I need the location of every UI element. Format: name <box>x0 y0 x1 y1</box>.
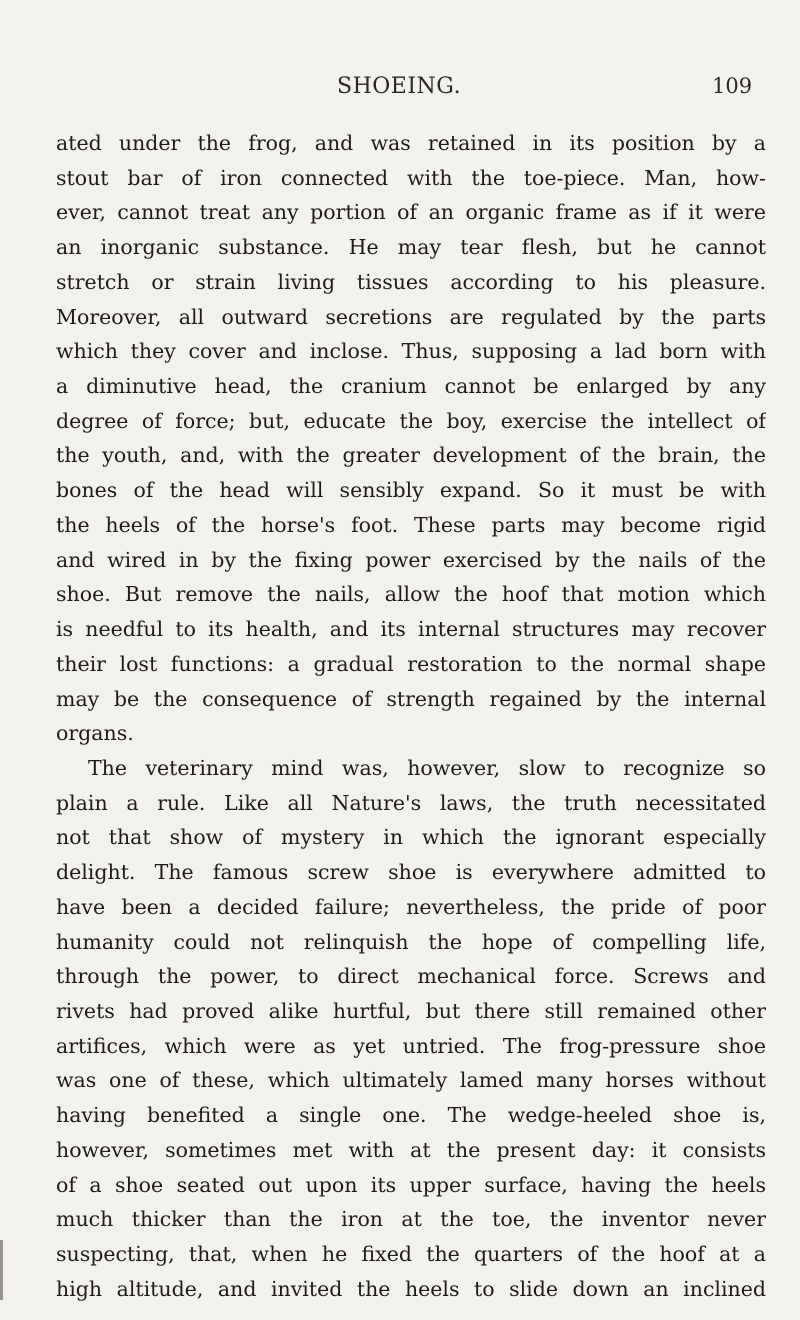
text-line: have been a decided failure; nevertheless, the pride of poor <box>56 894 766 919</box>
text-line: not that show of mystery in which the ignorant especially <box>56 825 766 850</box>
body-text <box>56 126 766 1306</box>
text-line: Moreover, all outward secretions are regulated by the parts <box>56 304 766 329</box>
text-line: and wired in by the fixing power exercised by the nails of the <box>56 547 766 572</box>
binding-edge-mark <box>0 1240 3 1300</box>
text-line: delight. The famous screw shoe is everywhere admitted to <box>56 860 766 885</box>
text-line: high altitude, and invited the heels to slide down an inclined <box>56 1276 766 1301</box>
text-line: suspecting, that, when he fixed the quarters of the hoof at a <box>56 1242 766 1266</box>
text-line: stout bar of iron connected with the toe-piece. Man, how- <box>56 165 766 190</box>
text-line: The veterinary mind was, however, slow to recognize so <box>88 755 766 780</box>
text-line: artifices, which were as yet untried. The frog-pressure shoe <box>56 1033 766 1058</box>
text-line: shoe. But remove the nails, allow the hoof that motion which <box>56 582 766 607</box>
text-line: is needful to its health, and its internal structures may recover <box>56 617 766 642</box>
text-line: was one of these, which ultimately lamed many horses without <box>56 1068 766 1093</box>
page-number: 109 <box>712 74 753 98</box>
text-line: bones of the head will sensibly expand. So it must be with <box>56 478 766 503</box>
text-line: humanity could not relinquish the hope of compelling life, <box>56 929 766 954</box>
text-line: through the power, to direct mechanical force. Screws and <box>56 964 766 989</box>
text-line: ated under the frog, and was retained in its position by a <box>56 131 766 155</box>
text-line: organs. <box>56 721 134 746</box>
text-line: their lost functions: a gradual restoration to the normal shape <box>56 651 766 676</box>
text-line: a diminutive head, the cranium cannot be enlarged by any <box>56 374 766 399</box>
text-line: may be the consequence of strength regained by the internal <box>56 686 766 711</box>
running-title: SHOEING. <box>337 74 462 99</box>
text-line: an inorganic substance. He may tear flesh, but he cannot <box>56 235 766 260</box>
text-line: of a shoe seated out upon its upper surface, having the heels <box>56 1172 766 1197</box>
running-head <box>0 74 800 104</box>
text-line: however, sometimes met with at the present day: it consists <box>56 1137 766 1162</box>
text-line: degree of force; but, educate the boy, exercise the intellect of <box>56 408 766 433</box>
text-line: much thicker than the iron at the toe, the inventor never <box>56 1207 766 1232</box>
text-line: rivets had proved alike hurtful, but there still remained other <box>56 998 766 1023</box>
text-line: ever, cannot treat any portion of an organic frame as if it were <box>56 200 766 225</box>
text-line: the youth, and, with the greater development of the brain, the <box>56 443 766 468</box>
text-line: the heels of the horse's foot. These parts may become rigid <box>56 512 766 537</box>
text-line: which they cover and inclose. Thus, supposing a lad born with <box>56 339 766 364</box>
text-line: stretch or strain living tissues according to his pleasure. <box>56 269 766 294</box>
text-line: having benefited a single one. The wedge-heeled shoe is, <box>56 1103 766 1128</box>
text-line: plain a rule. Like all Nature's laws, the truth necessitated <box>56 790 766 815</box>
